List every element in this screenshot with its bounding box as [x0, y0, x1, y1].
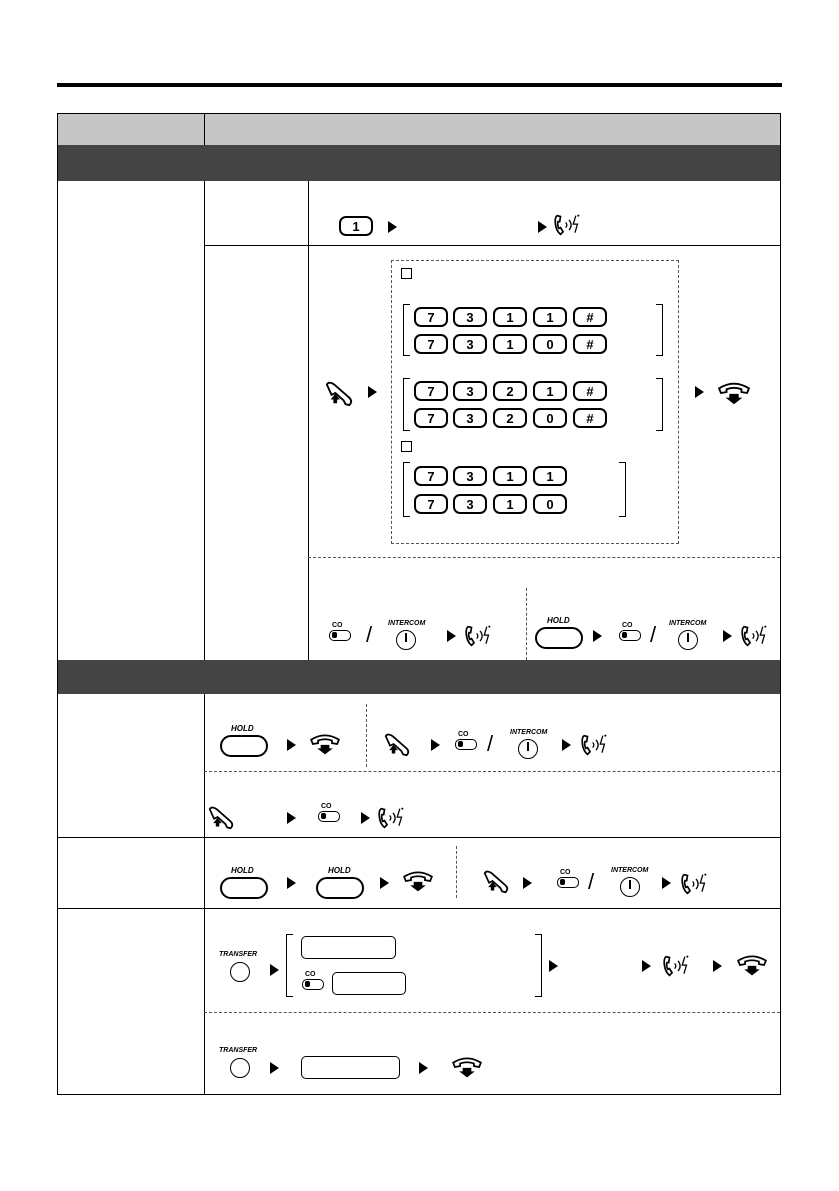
co-button[interactable]	[318, 811, 340, 822]
arrow-right-icon	[695, 386, 704, 398]
hold-button[interactable]	[535, 627, 583, 649]
intercom-button[interactable]	[396, 630, 416, 650]
dashed-divider	[204, 1012, 780, 1013]
intercom-label: INTERCOM	[388, 620, 426, 627]
arrow-right-icon	[361, 812, 370, 824]
dial-key-icon[interactable]: 3	[453, 381, 487, 401]
row-line	[204, 245, 781, 246]
bracket	[535, 934, 542, 997]
top-rule	[57, 83, 782, 87]
talk-icon	[661, 952, 695, 980]
talk-icon	[679, 870, 713, 898]
col-divider-main-b	[204, 694, 205, 1094]
handset-offhook-icon	[382, 731, 412, 757]
talk-icon	[739, 622, 773, 650]
arrow-right-icon	[287, 877, 296, 889]
arrow-right-icon	[270, 964, 279, 976]
intercom-button[interactable]	[518, 739, 538, 759]
dashed-divider	[204, 771, 780, 772]
transfer-button[interactable]	[230, 1058, 250, 1078]
hold-label: HOLD	[231, 866, 254, 875]
dial-key-icon[interactable]: 7	[414, 307, 448, 327]
dial-key-icon[interactable]: 1	[493, 307, 527, 327]
dial-key-icon[interactable]: 7	[414, 334, 448, 354]
dashed-divider	[308, 557, 780, 558]
talk-icon	[552, 211, 586, 239]
row-line	[58, 837, 781, 838]
handset-onhook-icon	[400, 868, 436, 894]
separator: /	[588, 869, 595, 894]
arrow-right-icon	[549, 960, 558, 972]
dial-key-icon[interactable]: #	[573, 334, 607, 354]
handset-offhook-icon	[206, 804, 236, 830]
checkbox-icon	[401, 268, 412, 279]
arrow-right-icon	[388, 221, 397, 233]
arrow-right-icon	[368, 386, 377, 398]
extension-number-box[interactable]	[301, 1056, 400, 1079]
dial-key-icon[interactable]: 7	[414, 466, 448, 486]
co-label: CO	[458, 731, 469, 738]
arrow-right-icon	[538, 221, 547, 233]
hold-button[interactable]	[316, 877, 364, 899]
transfer-label: TRANSFER	[219, 1047, 258, 1054]
bracket	[403, 378, 410, 431]
dial-key-icon[interactable]: 2	[493, 381, 527, 401]
bracket	[286, 934, 293, 997]
co-button[interactable]	[302, 979, 324, 990]
intercom-label: INTERCOM	[611, 867, 649, 874]
dial-key-icon[interactable]: 7	[414, 381, 448, 401]
intercom-label: INTERCOM	[510, 729, 548, 736]
intercom-label: INTERCOM	[669, 620, 707, 627]
co-label: CO	[321, 803, 332, 810]
arrow-right-icon	[287, 812, 296, 824]
handset-onhook-icon	[733, 952, 771, 978]
hold-button[interactable]	[220, 735, 268, 757]
talk-icon	[376, 804, 410, 832]
dial-key-icon[interactable]: 1	[339, 216, 373, 236]
arrow-right-icon	[562, 739, 571, 751]
dashed-divider	[366, 704, 367, 767]
bracket	[656, 378, 663, 431]
dial-key-icon[interactable]: 3	[453, 307, 487, 327]
dial-key-icon[interactable]: #	[573, 307, 607, 327]
arrow-right-icon	[723, 630, 732, 642]
hold-label: HOLD	[231, 724, 254, 733]
dial-key-icon[interactable]: 3	[453, 334, 487, 354]
separator: /	[366, 622, 373, 647]
transfer-label: TRANSFER	[219, 951, 258, 958]
handset-offhook-icon	[323, 379, 355, 407]
co-label: CO	[622, 622, 633, 629]
co-button[interactable]	[455, 739, 477, 750]
dial-key-icon[interactable]: 0	[533, 408, 567, 428]
dial-key-icon[interactable]: 1	[533, 307, 567, 327]
col-divider-sub	[308, 181, 309, 660]
dial-key-icon[interactable]: 1	[533, 466, 567, 486]
dial-key-icon[interactable]: 0	[533, 334, 567, 354]
arrow-right-icon	[662, 877, 671, 889]
dial-key-icon[interactable]: #	[573, 408, 607, 428]
col-divider-main-a	[204, 181, 205, 660]
dashed-divider	[456, 846, 457, 898]
row-line	[58, 908, 781, 909]
dial-key-icon[interactable]: #	[573, 381, 607, 401]
dial-key-icon[interactable]: 1	[493, 466, 527, 486]
co-label: CO	[560, 869, 571, 876]
bracket	[403, 304, 410, 356]
handset-onhook-icon	[715, 379, 753, 407]
checkbox-icon	[401, 441, 412, 452]
arrow-right-icon	[287, 739, 296, 751]
hold-label: HOLD	[328, 866, 351, 875]
co-label: CO	[332, 622, 343, 629]
bracket	[656, 304, 663, 356]
talk-icon	[463, 622, 497, 650]
handset-onhook-icon	[307, 731, 343, 757]
separator: /	[650, 622, 657, 647]
hold-label: HOLD	[547, 616, 570, 625]
phone-number-box[interactable]	[332, 972, 406, 995]
intercom-button[interactable]	[620, 877, 640, 897]
bracket	[619, 462, 626, 517]
arrow-right-icon	[419, 1062, 428, 1074]
arrow-right-icon	[270, 1062, 279, 1074]
arrow-right-icon	[523, 877, 532, 889]
extension-number-box[interactable]	[301, 936, 396, 959]
dial-key-icon[interactable]: 3	[453, 408, 487, 428]
bracket	[403, 462, 410, 517]
arrow-right-icon	[380, 877, 389, 889]
dial-key-icon[interactable]: 1	[493, 334, 527, 354]
transfer-button[interactable]	[230, 962, 250, 982]
dial-key-icon[interactable]: 7	[414, 494, 448, 514]
dial-key-icon[interactable]: 1	[533, 381, 567, 401]
intercom-button[interactable]	[678, 630, 698, 650]
arrow-right-icon	[713, 960, 722, 972]
arrow-right-icon	[431, 739, 440, 751]
handset-offhook-icon	[481, 868, 511, 894]
co-button[interactable]	[619, 630, 641, 641]
separator: /	[487, 731, 494, 756]
handset-onhook-icon	[448, 1054, 486, 1080]
hold-button[interactable]	[220, 877, 268, 899]
arrow-right-icon	[593, 630, 602, 642]
talk-icon	[579, 731, 613, 759]
arrow-right-icon	[642, 960, 651, 972]
co-label: CO	[305, 971, 316, 978]
dial-key-icon[interactable]: 0	[533, 494, 567, 514]
arrow-right-icon	[447, 630, 456, 642]
col-divider-main	[204, 114, 205, 145]
dial-key-icon[interactable]: 3	[453, 494, 487, 514]
dial-key-icon[interactable]: 1	[493, 494, 527, 514]
dial-key-icon[interactable]: 2	[493, 408, 527, 428]
dial-key-icon[interactable]: 3	[453, 466, 487, 486]
dial-key-icon[interactable]: 7	[414, 408, 448, 428]
dashed-divider	[526, 588, 527, 660]
co-button[interactable]	[557, 877, 579, 888]
co-button[interactable]	[329, 630, 351, 641]
